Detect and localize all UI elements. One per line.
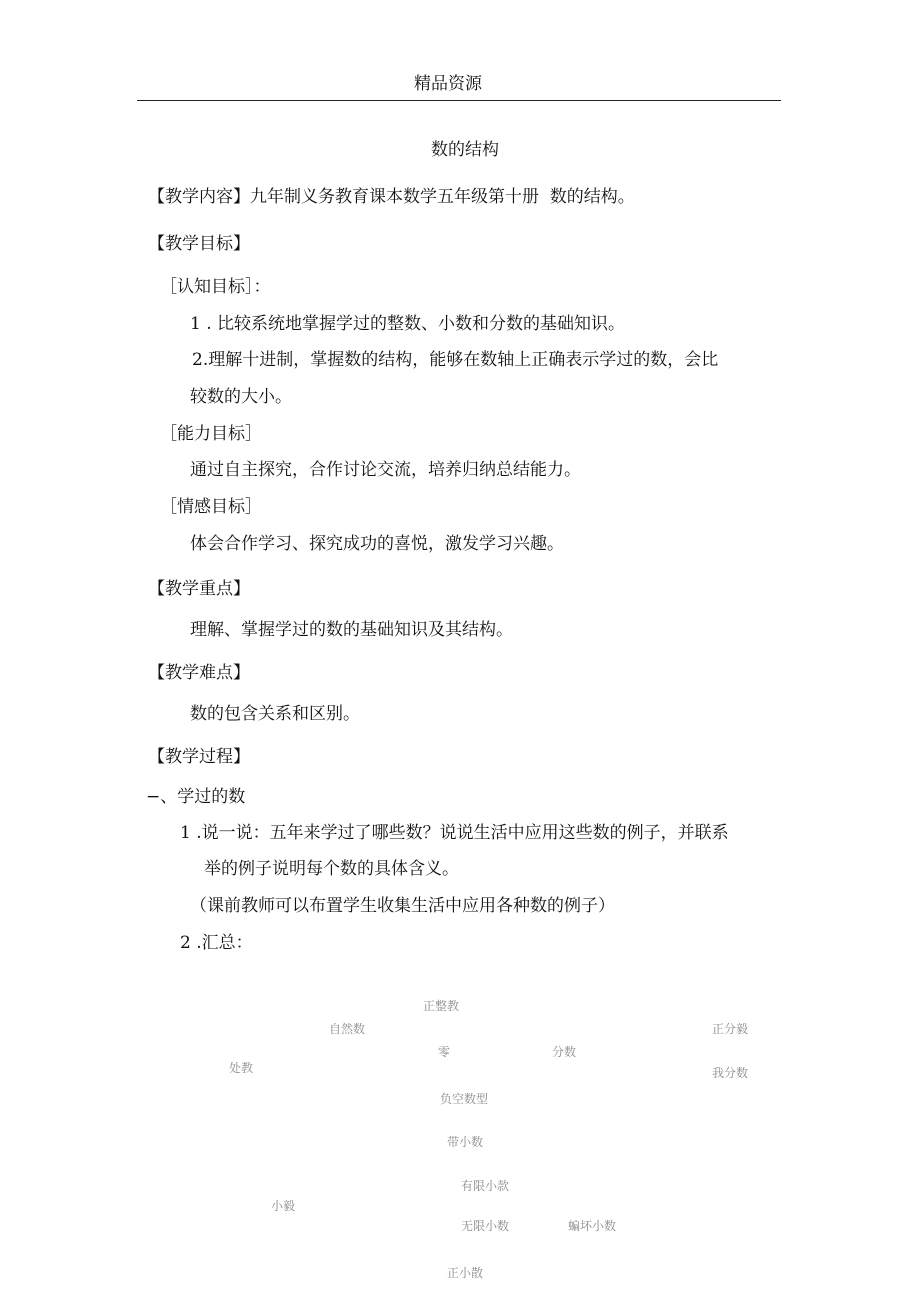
diagram-label: 自然数 bbox=[329, 1022, 366, 1036]
ability-goals-heading: ［能力目标］ bbox=[160, 424, 262, 444]
emotion-goals-heading: ［情感目标］ bbox=[160, 497, 262, 517]
cognitive-goal-item-2: 2.理解十进制，掌握数的结构，能够在数轴上正确表示学过的数，会比 bbox=[192, 350, 719, 370]
diagram-label: 我分数 bbox=[712, 1066, 749, 1080]
diagram-label: 负空数型 bbox=[440, 1092, 489, 1106]
diagram-label: 带小数 bbox=[447, 1135, 484, 1149]
difficulties-text: 数的包含关系和区别。 bbox=[190, 704, 360, 724]
process-section-1-heading: −、学过的数 bbox=[146, 787, 246, 807]
diagram-label: 零 bbox=[438, 1045, 451, 1059]
document-title: 数的结构 bbox=[431, 140, 499, 160]
page-header-title: 精品资源 bbox=[414, 74, 482, 94]
process-item-2: 2 .汇总： bbox=[180, 933, 253, 953]
cognitive-goal-item-1: 1 . 比较系统地掌握学过的整数、小数和分数的基础知识。 bbox=[190, 314, 626, 334]
goals-heading: 【教学目标】 bbox=[148, 234, 250, 254]
process-item-1-continued: 举的例子说明每个数的具体含义。 bbox=[204, 859, 459, 879]
diagram-label: 处教 bbox=[229, 1061, 254, 1075]
process-item-1: 1 .说一说：五年来学过了哪些数？说说生活中应用这些数的例子，并联系 bbox=[180, 823, 729, 843]
diagram-label: 有限小款 bbox=[461, 1179, 510, 1193]
key-points-text: 理解、掌握学过的数的基础知识及其结构。 bbox=[190, 620, 513, 640]
ability-goals-text: 通过自主探究，合作讨论交流，培养归纳总结能力。 bbox=[190, 460, 581, 480]
diagram-label: 小毅 bbox=[271, 1199, 296, 1213]
diagram-label: 正分毅 bbox=[712, 1022, 749, 1036]
key-points-heading: 【教学重点】 bbox=[148, 579, 250, 599]
cognitive-goal-item-2-continued: 较数的大小。 bbox=[190, 387, 292, 407]
teaching-content-line: 【教学内容】九年制义务教育课本数学五年级第十册 数的结构。 bbox=[148, 187, 635, 207]
difficulties-heading: 【教学难点】 bbox=[148, 663, 250, 683]
cognitive-goals-heading: ［认知目标］： bbox=[160, 277, 271, 297]
process-item-1-note: （课前教师可以布置学生收集生活中应用各种数的例子） bbox=[190, 896, 615, 916]
diagram-label: 无限小数 bbox=[461, 1219, 510, 1233]
diagram-label: 正小散 bbox=[447, 1266, 484, 1280]
diagram-label: 蝙坏小数 bbox=[568, 1219, 617, 1233]
diagram-label: 分数 bbox=[552, 1045, 577, 1059]
diagram-label: 正整教 bbox=[423, 999, 460, 1013]
process-heading: 【教学过程】 bbox=[148, 747, 250, 767]
header-divider bbox=[137, 100, 781, 101]
emotion-goals-text: 体会合作学习、探究成功的喜悦，激发学习兴趣。 bbox=[190, 534, 564, 554]
